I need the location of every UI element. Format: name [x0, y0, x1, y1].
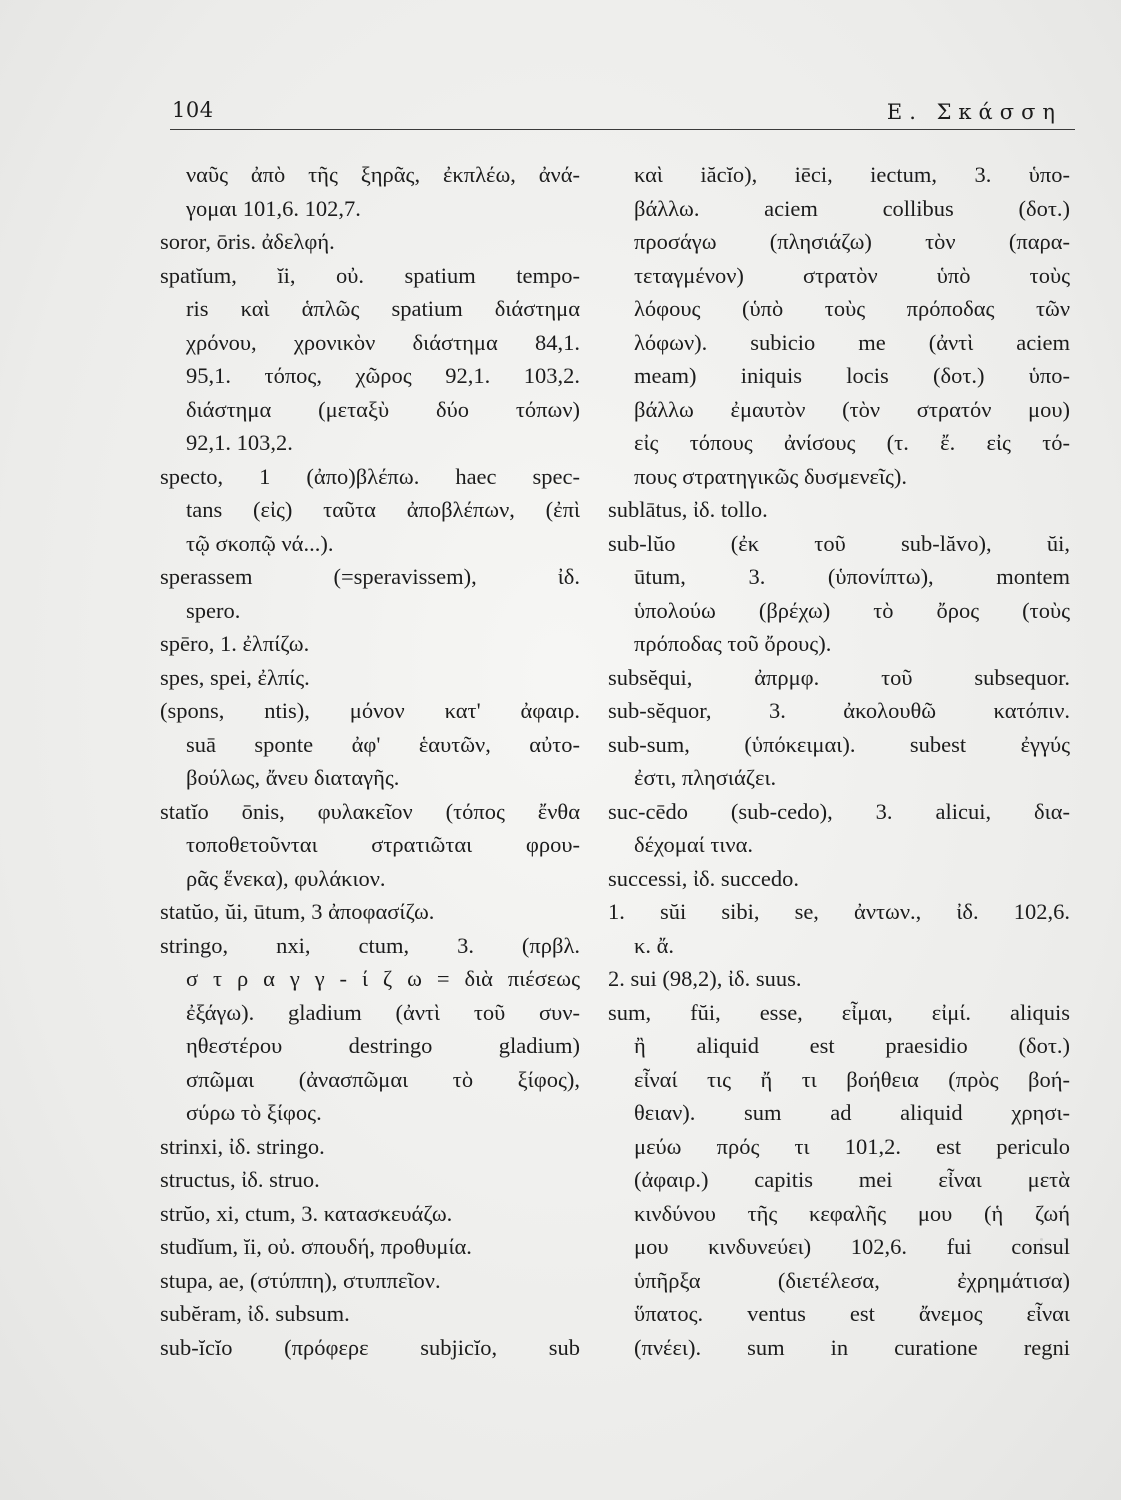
entry-line: γομαι 101,6. 102,7. [186, 195, 361, 221]
entry-line: suc-cēdo (sub-cedo), 3. alicui, δια- [608, 798, 1070, 824]
entry-line: ρᾶς ἕνεκα), φυλάκιον. [186, 865, 386, 891]
entry-line: successi, ἰδ. succedo. [608, 865, 799, 891]
running-title: Ε. Σκάσση [886, 100, 1062, 124]
entry-line: ūtum, 3. (ὑπονίπτω), montem [634, 564, 1070, 589]
entry-line: σ τ ρ α γ γ - ί ζ ω = διὰ πιέσεως [186, 966, 580, 991]
entry-line: καὶ iăcĭo), iēci, iectum, 3. ὑπο- [634, 162, 1070, 187]
entry-line: tans (εἰς) ταῦτα ἀποβλέπων, (ἐπὶ [186, 497, 580, 522]
entry-line: δέχομαί τινα. [634, 832, 754, 857]
entry-line: κ. ἄ. [634, 932, 675, 958]
entry-line: ηθεστέρου destringo gladium) [186, 1033, 580, 1058]
entry-line: σύρω τὸ ξίφος. [186, 1100, 322, 1125]
entry-line: θειαν). sum ad aliquid χρησι- [634, 1100, 1070, 1125]
entry-line: soror, ōris. ἀδελφή. [160, 229, 335, 254]
entry-line: πρόποδας τοῦ ὄρους). [634, 631, 832, 656]
entry-line: ris καὶ ἁπλῶς spatium διάστημα [186, 296, 580, 321]
entry-line: sub-sĕquor, 3. ἀκολουθῶ κατόπιν. [608, 698, 1070, 723]
entry-line: sperassem (=speravissem), ἰδ. [160, 564, 580, 589]
entry-line: ὕπατος. ventus est ἄνεμος εἶναι [634, 1301, 1070, 1326]
header-rule [170, 129, 1075, 130]
entry-line: ἢ aliquid est praesidio (δοτ.) [634, 1033, 1070, 1058]
entry-line: meam) iniquis locis (δοτ.) ὑπο- [634, 363, 1070, 388]
entry-line: εἶναί τις ἤ τι βοήθεια (πρὸς βοή- [634, 1066, 1070, 1092]
entry-line: (ἀφαιρ.) capitis mei εἶναι μετὰ [634, 1167, 1070, 1192]
entry-line: structus, ἰδ. struo. [160, 1167, 320, 1192]
entry-line: διάστημα (μεταξὺ δύο τόπων) [186, 396, 580, 422]
entry-line: spēro, 1. ἐλπίζω. [160, 631, 310, 656]
entry-line: μου κινδυνεύει) 102,6. fui consul [634, 1234, 1070, 1259]
entry-line: ἐστι, πλησιάζει. [634, 765, 777, 790]
entry-line: (πνέει). sum in curatione regni [634, 1334, 1070, 1360]
page-header [172, 98, 1072, 130]
right-column [608, 158, 1070, 1364]
entry-line: εἰς τόπους ἀνίσους (τ. ἔ. εἰς τό- [634, 430, 1070, 455]
entry-line: sublātus, ἰδ. tollo. [608, 497, 768, 522]
entry-line: κινδύνου τῆς κεφαλῆς μου (ἡ ζωή [634, 1200, 1070, 1226]
entry-line: spero. [186, 597, 241, 623]
entry-line: λόφων). subicio me (ἀντὶ aciem [634, 329, 1070, 355]
entry-line: ὑπῆρξα (διετέλεσα, ἐχρημάτισα) [634, 1267, 1070, 1293]
entry-line: (spons, ntis), μόνον κατ' ἀφαιρ. [160, 698, 580, 723]
entry-line: ἐξάγω). gladium (ἀντὶ τοῦ συν- [186, 999, 580, 1025]
entry-line: χρόνου, χρονικὸν διάστημα 84,1. [186, 329, 580, 355]
scan-speck [1062, 312, 1066, 316]
entry-line: 95,1. τόπος, χῶρος 92,1. 103,2. [186, 363, 580, 388]
entry-line: strinxi, ἰδ. stringo. [160, 1133, 325, 1159]
entry-line: suā sponte ἀφ' ἑαυτῶν, αὐτο- [186, 731, 580, 757]
entry-line: spes, spei, ἐλπίς. [160, 664, 310, 690]
entry-line: πους στρατηγικῶς δυσμενεῖς). [634, 463, 908, 489]
entry-line: subĕram, ἰδ. subsum. [160, 1301, 350, 1326]
entry-line: τεταγμένον) στρατὸν ὑπὸ τοὺς [634, 262, 1070, 288]
entry-line: stringo, nxi, ctum, 3. (πρβλ. [160, 932, 580, 958]
entry-line: τῷ σκοπῷ νά...). [186, 530, 334, 556]
left-column [160, 158, 580, 1364]
entry-line: 2. sui (98,2), ἰδ. suus. [608, 966, 802, 991]
entry-line: 92,1. 103,2. [186, 430, 293, 455]
entry-line: sub-lŭo (ἐκ τοῦ sub-lăvo), ŭi, [608, 530, 1070, 556]
entry-line: studĭum, ĭi, οὐ. σπουδή, προθυμία. [160, 1234, 472, 1259]
entry-line: stupa, ae, (στύππη), στυππεῖον. [160, 1267, 441, 1293]
entry-line: statŭo, ŭi, ūtum, 3 ἀποφασίζω. [160, 899, 435, 924]
entry-line: ὑπολούω (βρέχω) τὸ ὄρος (τοὺς [634, 597, 1070, 623]
entry-line: subsĕqui, ἀπρμφ. τοῦ subsequor. [608, 664, 1070, 690]
entry-line: προσάγω (πλησιάζω) τὸν (παρα- [634, 229, 1070, 254]
entry-line: specto, 1 (ἀπο)βλέπω. haec spec- [160, 463, 580, 489]
entry-line: strŭo, xi, ctum, 3. κατασκευάζω. [160, 1200, 453, 1226]
scan-speck [1040, 1238, 1043, 1241]
entry-line: σπῶμαι (ἀνασπῶμαι τὸ ξίφος), [186, 1066, 580, 1092]
entry-line: ναῦς ἀπὸ τῆς ξηρᾶς, ἐκπλέω, ἀνά- [186, 162, 580, 187]
entry-line: sum, fŭi, esse, εἶμαι, εἰμί. aliquis [608, 999, 1070, 1025]
entry-line: τοποθετοῦνται στρατιῶται φρου- [186, 832, 580, 857]
entry-line: βάλλω. aciem collibus (δοτ.) [634, 195, 1070, 221]
entry-line: spatĭum, ĭi, οὐ. spatium tempo- [160, 262, 580, 288]
entry-line: μεύω πρός τι 101,2. est periculo [634, 1133, 1070, 1159]
entry-line: λόφους (ὑπὸ τοὺς πρόποδας τῶν [634, 296, 1070, 321]
entry-line: sub-sum, (ὑπόκειμαι). subest ἐγγύς [608, 731, 1070, 757]
entry-line: statĭo ōnis, φυλακεῖον (τόπος ἔνθα [160, 798, 580, 824]
entry-line: βάλλω ἐμαυτὸν (τὸν στρατόν μου) [634, 396, 1070, 422]
page-number: 104 [172, 98, 214, 122]
entry-line: sub-ĭcĭo (πρόφερε subjicĭo, sub [160, 1334, 580, 1360]
entry-line: 1. sŭi sibi, se, ἀντων., ἰδ. 102,6. [608, 899, 1070, 924]
entry-line: βούλως, ἄνευ διαταγῆς. [186, 765, 400, 790]
